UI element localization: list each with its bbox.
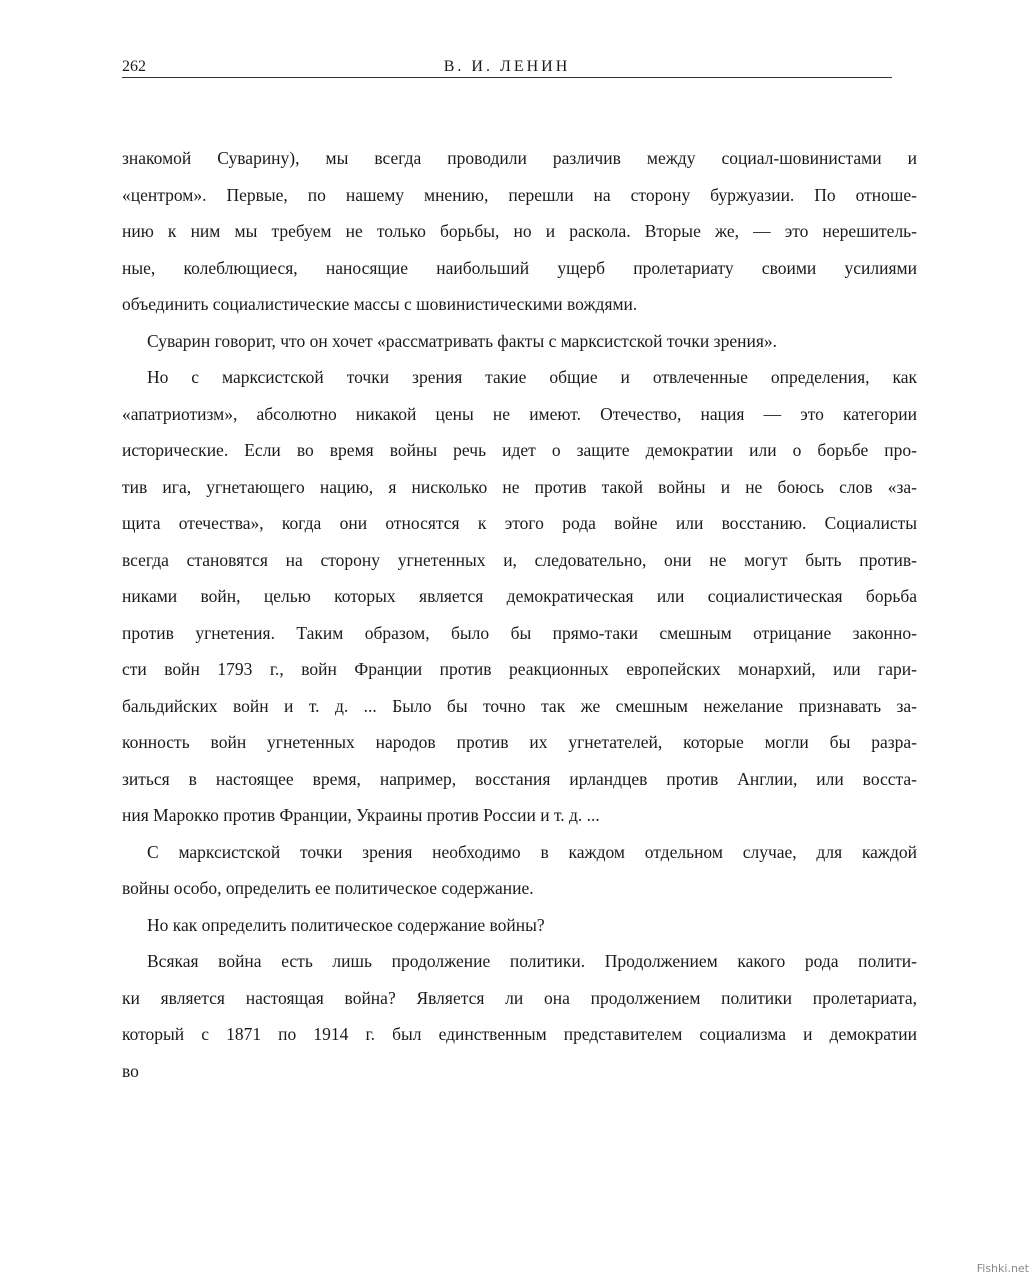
text-line: исторические. Если во время войны речь идет о защите демократии или о борьбе про- bbox=[122, 440, 917, 460]
text-line: «апатриотизм», абсолютно никакой цены не имеют. Отечество, нация — это категории bbox=[122, 403, 917, 424]
text-line: объединить социалистические массы с шовинистическими вождями. bbox=[122, 294, 638, 314]
text-line: войны особо, определить ее политическое содержание. bbox=[122, 878, 534, 898]
text-line: Всякая война есть лишь продолжение политики. Продолжением какого рода полити- bbox=[147, 951, 917, 971]
text-line: знакомой Суварину), мы всегда проводили различив между социал-шовинистами и bbox=[122, 148, 917, 168]
text-line: Но с марксистской точки зрения такие общие и отвлеченные определения, как bbox=[147, 367, 917, 387]
text-line: всегда становятся на сторону угнетенных и, следовательно, они не могут быть против- bbox=[122, 549, 917, 570]
text-line: нию к ним мы требуем не только борьбы, но и раскола. Вторые же, — это нерешитель- bbox=[122, 221, 917, 241]
text-line: никами войн, целью которых является демократическая или социалистическая борьба bbox=[122, 586, 917, 606]
watermark: Fishki.net bbox=[976, 1262, 1029, 1275]
page-number: 262 bbox=[122, 58, 146, 75]
text-line: сти войн 1793 г., войн Франции против реакционных европейских монархий, или гари- bbox=[122, 659, 917, 679]
text-line: против угнетения. Таким образом, было бы прямо-таки смешным отрицание законно- bbox=[122, 622, 917, 643]
text-line: бальдийских войн и т. д. ... Было бы точно так же смешным нежелание признавать за- bbox=[122, 695, 917, 716]
text-line: щита отечества», когда они относятся к этого рода войне или восстанию. Социалисты bbox=[122, 513, 917, 533]
text-line: Но как определить политическое содержание войны? bbox=[147, 914, 545, 935]
text-line: ки является настоящая война? Является ли она продолжением политики пролетариата, bbox=[122, 987, 917, 1008]
text-line: «центром». Первые, по нашему мнению, перешли на сторону буржуазии. По отноше- bbox=[122, 184, 917, 205]
text-line: конность войн угнетенных народов против их угнетателей, которые могли бы разра- bbox=[122, 732, 917, 752]
text-line: ния Марокко против Франции, Украины против России и т. д. ... bbox=[122, 805, 600, 825]
text-line: С марксистской точки зрения необходимо в каждом отдельном случае, для каждой bbox=[147, 841, 917, 862]
text-line: ные, колеблющиеся, наносящие наибольший ущерб пролетариату своими усилиями bbox=[122, 257, 917, 278]
text-line: тив ига, угнетающего нацию, я нисколько не против такой войны и не боюсь слов «за- bbox=[122, 476, 917, 497]
body-text bbox=[122, 140, 917, 1089]
text-line: Суварин говорит, что он хочет «рассматривать факты с марксистской точки зрения». bbox=[147, 330, 777, 351]
text-line: зиться в настоящее время, например, восстания ирландцев против Англии, или восста- bbox=[122, 768, 917, 789]
text-line: во bbox=[122, 1060, 139, 1081]
running-title: В. И. ЛЕНИН bbox=[443, 58, 571, 75]
running-head bbox=[122, 57, 892, 78]
text-line: который с 1871 по 1914 г. был единственным представителем социализма и демократии bbox=[122, 1024, 917, 1044]
